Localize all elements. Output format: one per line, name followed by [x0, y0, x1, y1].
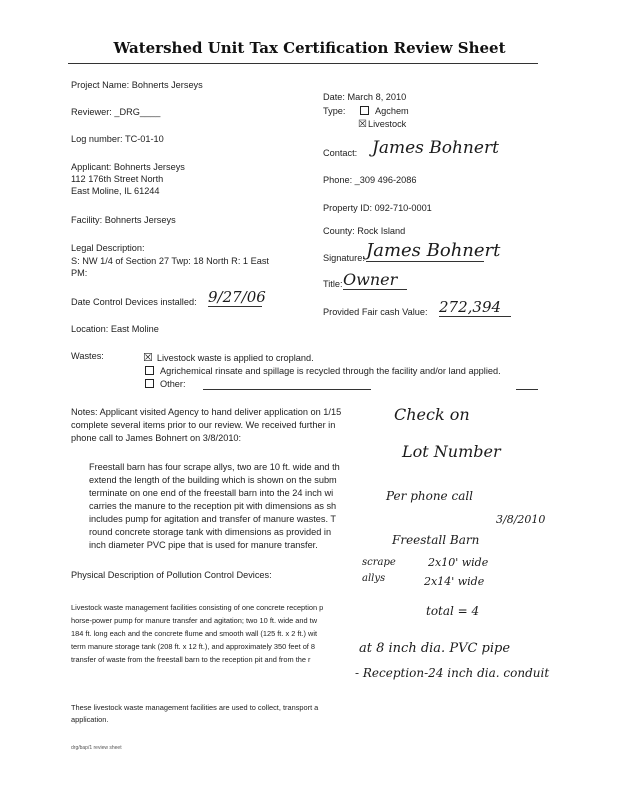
wastes-label: Wastes:: [71, 351, 104, 361]
handwritten-scrape: scrape: [362, 557, 396, 568]
date-installed-label: Date Control Devices installed:: [71, 297, 197, 307]
facility: Facility: Bohnerts Jerseys: [71, 215, 176, 225]
type-label: Type:: [323, 106, 346, 116]
handwritten-10-wide: 2x10' wide: [428, 556, 489, 569]
handwritten-lot-number: Lot Number: [402, 442, 501, 461]
handwritten-allys: allys: [362, 573, 386, 584]
legal-label: Legal Description:: [71, 243, 145, 253]
signature-label: Signature:: [323, 253, 365, 263]
waste-option-agrichemical[interactable]: [145, 366, 501, 376]
type-agchem-option[interactable]: [360, 106, 409, 116]
footer: drg/bap/1 review sheet: [71, 745, 122, 751]
handwritten-total: total = 4: [426, 604, 480, 618]
legal-line-1: S: NW 1/4 of Section 27 Twp: 18 North R: 1 East: [71, 256, 269, 266]
handwritten-14-wide: 2x14' wide: [424, 575, 485, 588]
other-underline: [203, 389, 371, 390]
handwritten-date: 3/8/2010: [496, 513, 546, 526]
notes-line-2: complete several items prior to our review. We received further in: [71, 420, 336, 430]
handwritten-reception-conduit: - Reception-24 inch dia. conduit: [355, 666, 550, 680]
project-name: Project Name: Bohnerts Jerseys: [71, 80, 203, 90]
physical-line-4: term manure storage tank (208 ft. x 12 ft.), and approximately 350 feet of 8: [71, 642, 316, 651]
signature-value: James Bohnert: [366, 240, 501, 261]
description-line-3: terminate on one end of the freestall barn into the 24 inch wi: [89, 488, 334, 498]
description-line-7: inch diameter PVC pipe that is used for manure transfer.: [89, 540, 318, 550]
handwritten-per-phone-call: Per phone call: [386, 489, 474, 503]
phone: Phone: _309 496-2086: [323, 175, 417, 185]
reviewer: Reviewer: _DRG____: [71, 107, 161, 117]
waste-option-livestock[interactable]: [143, 351, 314, 364]
contact-label: Contact:: [323, 148, 358, 158]
page-title: Watershed Unit Tax Certification Review Sheet: [113, 39, 506, 57]
applicant-line-1: Applicant: Bohnerts Jerseys: [71, 162, 185, 172]
waste-option-other[interactable]: [145, 379, 186, 389]
county: County: Rock Island: [323, 226, 406, 236]
title-underline: [68, 63, 538, 64]
notes-line-3: phone call to James Bohnert on 3/8/2010:: [71, 433, 242, 443]
description-line-5: includes pump for agitation and transfer of manure wastes. T: [89, 514, 337, 524]
description-line-4: carries the manure to the reception pit with dimensions as sh: [89, 501, 337, 511]
closing-line-1: These livestock waste management facilities are used to collect, transport a: [71, 703, 319, 712]
waste-option-agrichemical-label: Agrichemical rinsate and spillage is recycled through the facility and/or land applied.: [160, 366, 501, 376]
fair-cash-value: 272,394: [439, 298, 511, 317]
agchem-checkbox[interactable]: [360, 106, 369, 115]
notes-line-1: Notes: Applicant visited Agency to hand deliver application on 1/15: [71, 407, 342, 417]
handwritten-check-on: Check on: [394, 405, 470, 424]
waste-option-livestock-label: Livestock waste is applied to cropland.: [156, 353, 314, 363]
livestock-waste-checkmark[interactable]: ☒: [143, 352, 153, 364]
fair-cash-label: Provided Fair cash Value:: [323, 307, 428, 317]
physical-line-3: 184 ft. long each and the concrete flume and smooth wall (125 ft. x 2 ft.) wit: [71, 629, 318, 638]
waste-option-other-label: Other:: [160, 379, 186, 389]
date: Date: March 8, 2010: [323, 92, 407, 102]
location: Location: East Moline: [71, 324, 159, 334]
physical-line-1: Livestock waste management facilities consisting of one concrete reception p: [71, 603, 324, 612]
other-checkbox[interactable]: [145, 379, 154, 388]
livestock-label: Livestock: [367, 119, 407, 129]
physical-line-2: horse-power pump for manure transfer and agitation; two 10 ft. wide and tw: [71, 616, 318, 625]
legal-line-2: PM:: [71, 268, 88, 278]
type-livestock-option[interactable]: [358, 119, 406, 130]
description-line-1: Freestall barn has four scrape allys, two are 10 ft. wide and th: [89, 462, 340, 472]
agrichemical-checkbox[interactable]: [145, 366, 154, 375]
closing-line-2: application.: [71, 715, 109, 724]
title-label: Title:: [323, 279, 343, 289]
title-value: Owner: [343, 270, 407, 290]
physical-line-5: transfer of waste from the freestall barn to the reception pit and from the r: [71, 655, 311, 664]
physical-heading: Physical Description of Pollution Control Devices:: [71, 570, 272, 580]
contact-value: James Bohnert: [372, 138, 499, 158]
description-line-2: extend the length of the building which is shown on the subm: [89, 475, 337, 485]
other-underline-end: [516, 389, 538, 390]
applicant-line-2: 112 176th Street North: [71, 174, 164, 184]
handwritten-pvc-pipe: at 8 inch dia. PVC pipe: [359, 641, 511, 656]
applicant-line-3: East Moline, IL 61244: [71, 186, 160, 196]
description-line-6: round concrete storage tank with dimensions as provided in: [89, 527, 332, 537]
livestock-checkbox-checked[interactable]: ☒: [358, 119, 367, 130]
log-number: Log number: TC-01-10: [71, 134, 164, 144]
agchem-label: Agchem: [375, 106, 409, 116]
date-installed-value: 9/27/06: [208, 288, 266, 306]
handwritten-freestall-barn: Freestall Barn: [392, 533, 480, 547]
property-id: Property ID: 092-710-0001: [323, 203, 432, 213]
